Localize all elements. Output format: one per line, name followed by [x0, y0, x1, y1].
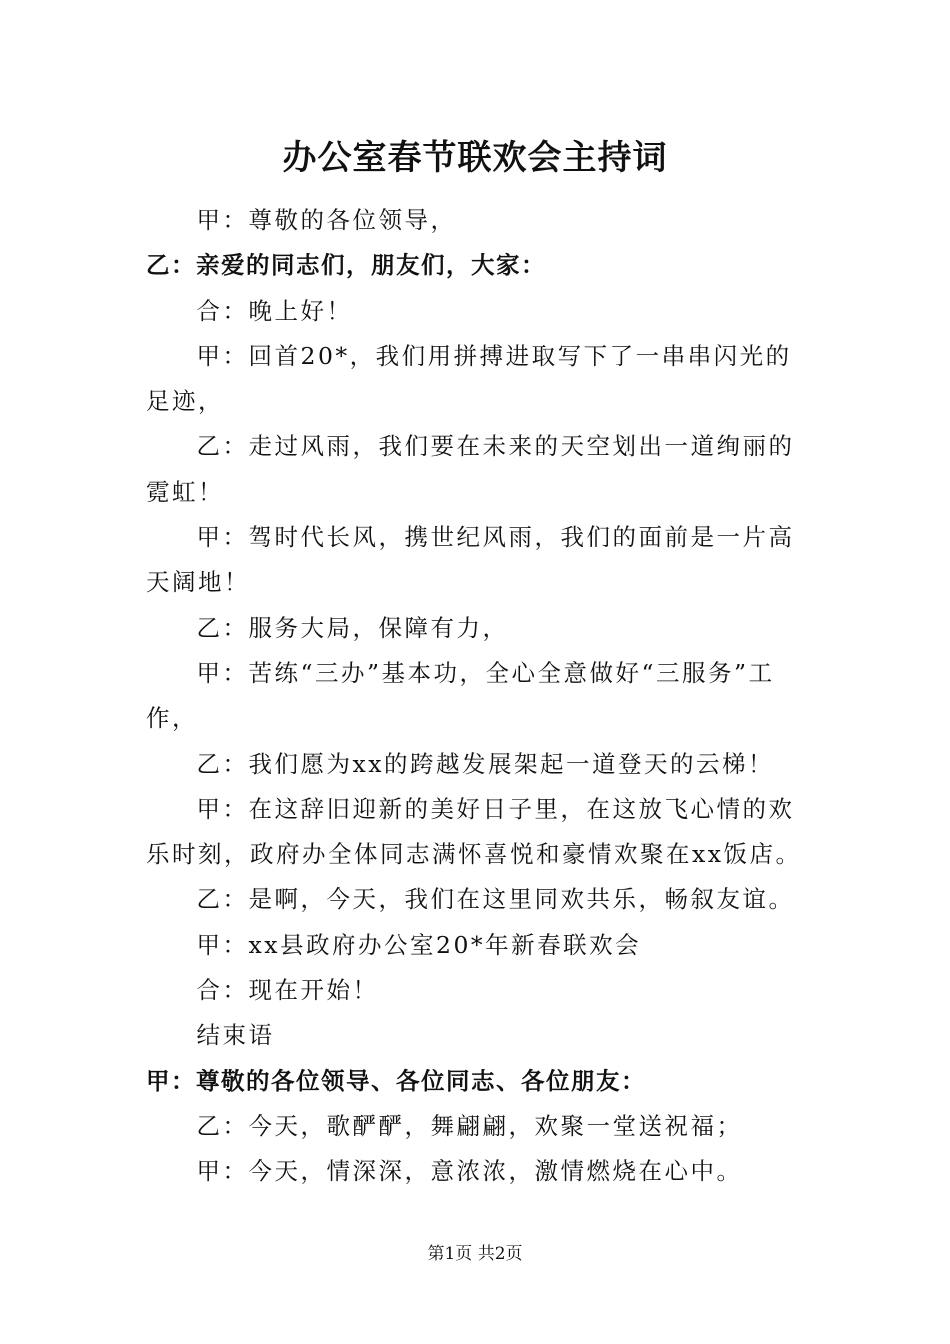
paragraph: 甲：苦练“三办”基本功，全心全意做好“三服务”工作，	[146, 658, 775, 733]
document-body	[146, 198, 808, 1195]
paragraph: 合：晚上好！	[196, 296, 353, 325]
paragraph: 乙：走过风雨，我们要在未来的天空划出一道绚丽的霓虹！	[146, 432, 795, 506]
paragraph: 甲：驾时代长风，携世纪风雨，我们的面前是一片高天阔地！	[146, 523, 795, 597]
paragraph: 甲：今天，情深深，意浓浓，激情燃烧在心中。	[196, 1157, 743, 1186]
paragraph: 乙：是啊，今天，我们在这里同欢共乐，畅叙友谊。	[196, 885, 795, 914]
paragraph: 甲：尊敬的各位领导，	[196, 206, 457, 234]
paragraph: 乙：亲爱的同志们，朋友们，大家：	[146, 251, 546, 280]
paragraph: 结束语	[196, 1021, 275, 1050]
paragraph: 乙：服务大局，保障有力，	[196, 613, 509, 642]
page-footer: 第1页 共2页	[427, 1244, 523, 1264]
paragraph: 合：现在开始！	[196, 976, 379, 1005]
paragraph: 甲：在这辞旧迎新的美好日子里，在这放飞心情的欢乐时刻，政府办全体同志满怀喜悦和豪情欢聚在xx饭店。	[146, 794, 802, 869]
paragraph: 甲：回首20*，我们用拼搏进取写下了一串串闪光的足迹，	[146, 341, 792, 416]
paragraph: 甲：尊敬的各位领导、各位同志、各位朋友：	[146, 1066, 646, 1095]
paragraph: 乙：我们愿为xx的跨越发展架起一道登天的云梯！	[196, 749, 775, 778]
paragraph: 乙：今天，歌酽酽，舞翩翩，欢聚一堂送祝福；	[196, 1111, 743, 1140]
document-title: 办公室春节联欢会主持词	[282, 138, 668, 178]
paragraph: 甲：xx县政府办公室20*年新春联欢会	[196, 930, 642, 959]
